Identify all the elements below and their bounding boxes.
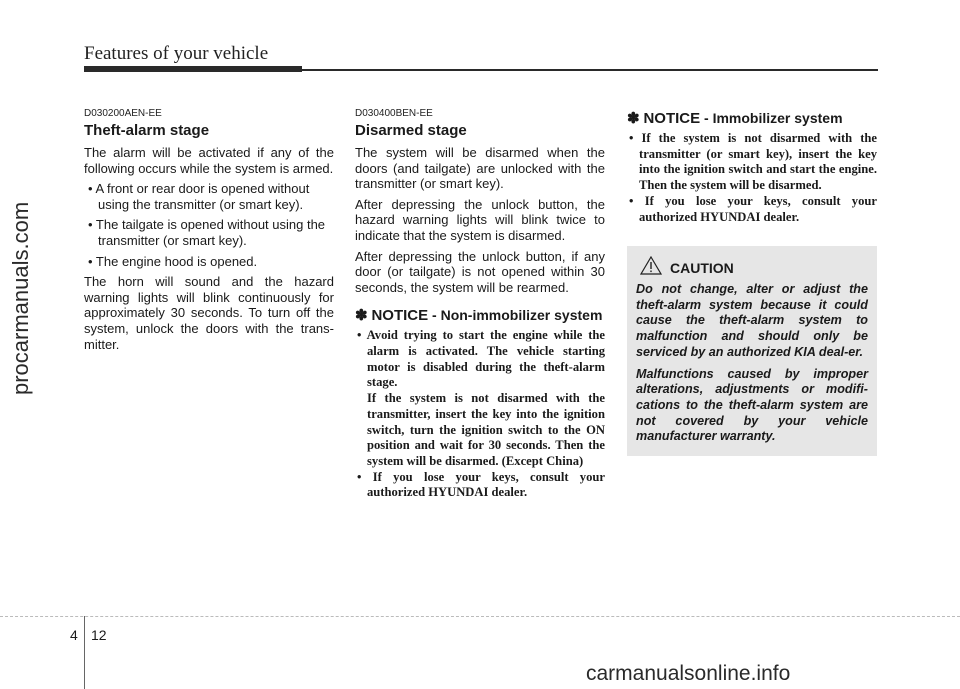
paragraph: After depressing the unlock button, if any door (or tailgate) is not opened within 30 seconds, the system will be rearmed. <box>355 248 605 295</box>
header-bar <box>84 66 302 72</box>
side-watermark: procarmanuals.com <box>8 201 33 395</box>
section-heading: Theft-alarm stage <box>84 122 210 139</box>
notice-subtitle: - Immobilizer system <box>704 110 843 126</box>
caution-box <box>627 246 877 456</box>
notice-symbol: ✽ <box>355 307 368 325</box>
list-item: • The engine hood is opened. <box>88 253 258 269</box>
list-item: • If you lose your keys, consult your authorized HYUNDAI dealer. <box>629 193 877 224</box>
notice-symbol: ✽ <box>627 110 640 127</box>
chapter-number: 4 <box>70 627 78 643</box>
notice-title <box>355 307 605 324</box>
paragraph: The system will be disarmed when the doors (and tailgate) are unlocked with the transmitter (or smart key). <box>355 145 605 192</box>
section-heading: Disarmed stage <box>355 122 467 139</box>
bottom-watermark: carmanualsonline.info <box>586 662 791 685</box>
page-number: 12 <box>91 627 107 643</box>
notice-label: NOTICE <box>371 307 429 325</box>
caution-paragraph: Do not change, alter or adjust the theft-alarm system because it could cause the theft-alarm system to malfunction and should only be serviced by an authorized KIA deal-er. <box>636 282 868 359</box>
outro-paragraph: The horn will sound and the hazard warning lights will blink continuously for approximately 30 seconds. To turn off the system, unlock the doors with the trans-mitter. <box>84 274 334 352</box>
notice-label: NOTICE <box>643 110 701 127</box>
theft-alarm-section <box>84 108 334 357</box>
trigger-list <box>84 181 334 269</box>
section-code: D030200AEN-EE <box>84 108 162 119</box>
notice-list <box>627 131 877 225</box>
list-item: • If you lose your keys, consult your authorized HYUNDAI dealer. <box>357 469 605 500</box>
header-rule <box>300 69 878 71</box>
footer-vertical-rule <box>84 616 85 689</box>
notice-list <box>355 328 605 501</box>
page-header-title: Features of your vehicle <box>84 43 269 64</box>
list-item: If the system is not disarmed with the transmitter, insert the key into the ignition switch, turn the ignition switch to the ON position and wait for 30 seconds. Then the system will be disarmed. (Except China) <box>367 391 605 468</box>
intro-paragraph: The alarm will be activated if any of the following occurs while the system is armed. <box>84 145 334 176</box>
list-item: • Avoid trying to start the engine while the alarm is activated. The vehicle starting motor is disabled during the theft-alarm stage. <box>357 328 605 390</box>
caution-title: CAUTION <box>670 260 734 276</box>
section-code: D030400BEN-EE <box>355 108 433 119</box>
notice-title <box>627 110 877 127</box>
footer-divider <box>0 616 960 618</box>
list-item: • The tailgate is opened without using the transmitter (or smart key). <box>88 217 326 248</box>
list-item: • If the system is not disarmed with the transmitter (or smart key), insert the key into the ignition switch and start the engine. Then the system will be disarmed. <box>629 131 877 193</box>
caution-header <box>640 256 868 280</box>
list-item: • A front or rear door is opened without using the transmitter (or smart key). <box>88 181 310 212</box>
disarmed-section <box>355 108 605 501</box>
paragraph: After depressing the unlock button, the hazard warning lights will blink twice to indicate that the system is disarmed. <box>355 196 605 243</box>
warning-triangle-icon <box>640 256 662 280</box>
immobilizer-section <box>627 108 877 225</box>
notice-subtitle: - Non-immobilizer system <box>432 307 603 324</box>
caution-paragraph: Malfunctions caused by improper alterations, adjustments or modifi-cations to the theft-alarm system are not covered by your vehicle manufacturer warranty. <box>636 366 868 444</box>
